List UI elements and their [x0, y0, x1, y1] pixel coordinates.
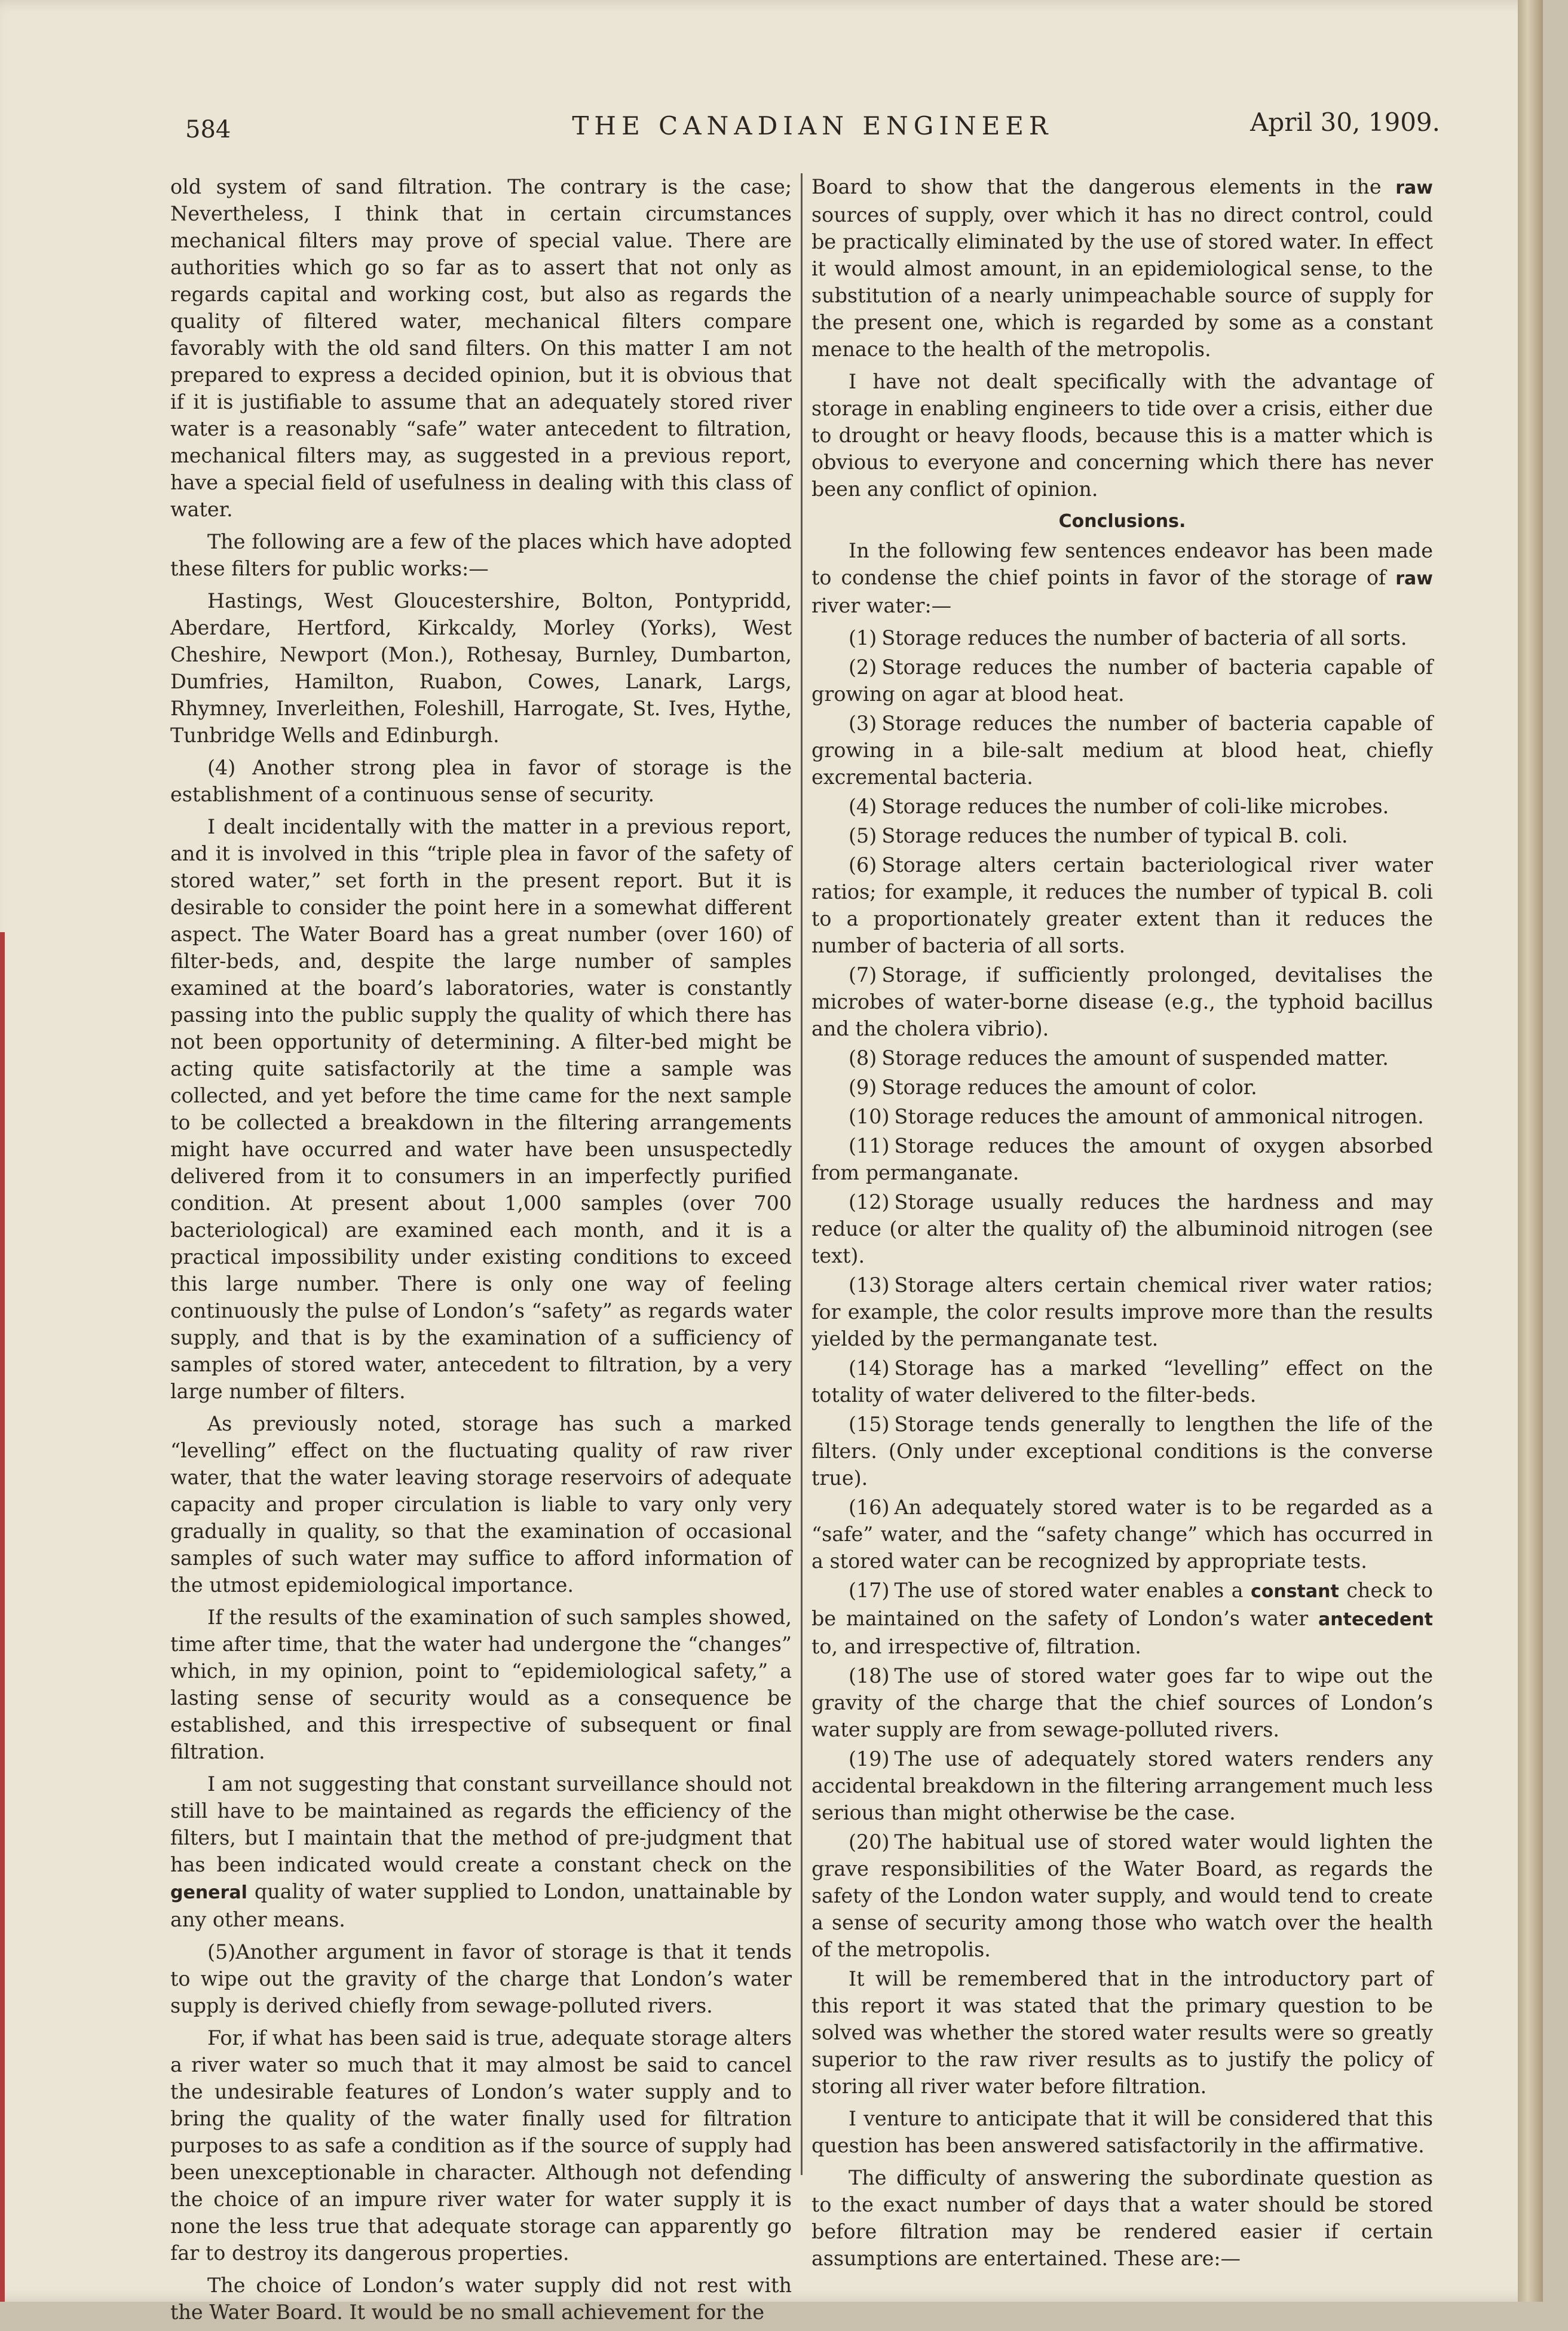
text-run: sources of supply, over which it has no direct control, could be practically eliminated by the use of stored water. In effect it would almost amount, in an epidemiological sense, to the substitution of a nearly unimpeachable source of supply for the present one, which is regarded by some as a constant menace to the health of the metropolis.: [811, 203, 1433, 361]
item-number: (16): [849, 1496, 890, 1519]
paragraph: (5)Another argument in favor of storage is that it tends to wipe out the gravity of the charge that London’s water supply is derived chiefly from sewage-polluted rivers.: [170, 1940, 792, 2017]
conclusion-item: [811, 1745, 1433, 1826]
conclusion-item: [811, 710, 1433, 791]
conclusions-list: [811, 1662, 1433, 1963]
paragraph: It will be remembered that in the introductory part of this report it was stated that the primary question to be solved was whether the stored water results were so greatly superior to the raw river results as to justify the policy of storing all river water before filtration.: [811, 1967, 1433, 2098]
text-run: The use of stored water enables a: [894, 1579, 1244, 1602]
right-column: [811, 173, 1433, 2277]
item-number: (17): [849, 1579, 890, 1602]
conclusion-item: [811, 1074, 1433, 1101]
item-text: The habitual use of stored water would lighten the grave responsibilities of the Water Board, as regards the safety of the London water supply, and would tend to create a sense of security among those who watch over the health of the metropolis.: [811, 1830, 1433, 1961]
paragraph: (4) Another strong plea in favor of storage is the establishment of a continuous sense of security.: [170, 756, 792, 806]
item-text: Storage reduces the number of bacteria capable of growing in a bile-salt medium at blood heat, chiefly excremental bacteria.: [811, 712, 1433, 789]
item-text: Storage has a marked “levelling” effect on the totality of water delivered to the filter-beds.: [811, 1356, 1433, 1407]
column-rule: [801, 173, 803, 2175]
conclusion-item: [811, 851, 1433, 959]
emphasis: raw: [1395, 177, 1433, 198]
item-number: (4): [849, 795, 877, 818]
paragraph: As previously noted, storage has such a marked “levelling” effect on the fluctuating quality of raw river water, that the water leaving storage reservoirs of adequate capacity and proper circulation is liable to vary only very gradually in quality, so that the examination of occasional samples of such water may suffice to afford information of the utmost epidemiological importance.: [170, 1412, 792, 1597]
text-run: check to be maintained on the safety of London’s water: [811, 1579, 1433, 1630]
conclusion-item: [811, 793, 1433, 820]
item-text: Storage alters certain bacteriological river water ratios; for example, it reduces the number of typical B. coli to a proportionately greater extent than it reduces the number of bacteria of all sorts.: [811, 853, 1433, 957]
page-header: [185, 108, 1440, 149]
item-number: (2): [849, 656, 877, 679]
conclusion-item: [811, 1355, 1433, 1408]
conclusion-item: [811, 1411, 1433, 1491]
item-text: Storage reduces the amount of oxygen absorbed from permanganate.: [811, 1134, 1433, 1184]
item-number: (14): [849, 1356, 890, 1380]
page-edge: [1518, 0, 1543, 2302]
journal-title: THE CANADIAN ENGINEER: [572, 111, 1054, 140]
item-text: Storage, if sufficiently prolonged, devitalises the microbes of water-borne disease (e.g., the typhoid bacillus and the cholera vibrio).: [811, 963, 1433, 1040]
conclusion-item: [811, 624, 1433, 651]
conclusion-item: [811, 1132, 1433, 1186]
item-text: Storage reduces the amount of suspended matter.: [881, 1046, 1389, 1070]
emphasis: constant: [1250, 1581, 1339, 1602]
item-text: An adequately stored water is to be regarded as a “safe” water, and the “safety change” which has occurred in a stored water can be recognized by appropriate tests.: [811, 1496, 1433, 1573]
paragraph: I have not dealt specifically with the advantage of storage in enabling engineers to tide over a crisis, either due to drought or heavy floods, because this is a matter which is obvious to everyone and concerning which there has never been any conflict of opinion.: [811, 370, 1433, 501]
text-run: river water:—: [811, 594, 952, 617]
paragraph: I dealt incidentally with the matter in a previous report, and it is involved in this “triple plea in favor of the safety of stored water,” set forth in the present report. But it is desirable to consider the point here in a somewhat different aspect. The Water Board has a great number (over 160) of filter-beds, and, despite the large number of samples examined at the board’s laboratories, water is constantly passing into the public supply the quality of which there has not been opportunity of determining. A filter-bed might be acting quite satisfactorily at the time a sample was collected, and yet before the time came for the next sample to be collected a breakdown in the filtering arrangements might have occurred and water have been unsuspectedly delivered from it to consumers in an imperfectly purified condition. At present about 1,000 samples (over 700 bacteriological) are examined each month, and it is a practical impossibility under existing conditions to exceed this large number. There is only one way of feeling continuously the pulse of London’s “safety” as regards water supply, and that is by the examination of a sufficiency of samples of stored water, antecedent to filtration, by a very large number of filters.: [170, 815, 792, 1403]
item-text: Storage reduces the number of typical B. coli.: [881, 824, 1348, 847]
paragraph: [811, 173, 1433, 363]
item-text: The use of stored water goes far to wipe out the gravity of the charge that the chief sources of London’s water supply are from sewage-polluted rivers.: [811, 1664, 1433, 1741]
conclusion-item: [811, 654, 1433, 707]
item-number: (19): [849, 1747, 890, 1771]
item-text: Storage reduces the number of bacteria capable of growing on agar at blood heat.: [811, 656, 1433, 706]
paragraph: old system of sand filtration. The contrary is the case; Nevertheless, I think that in certain circumstances mechanical filters may prove of special value. There are authorities which go so far as to assert that not only as regards capital and working cost, but also as regards the quality of filtered water, mechanical filters compare favorably with the old sand filters. On this matter I am not prepared to express a decided opinion, but it is obvious that if it is justifiable to assume that an adequately stored river water is a reasonably “safe” water antecedent to filtration, mechanical filters may, as suggested in a previous report, have a special field of usefulness in dealing with this class of water.: [170, 175, 792, 521]
paragraph: For, if what has been said is true, adequate storage alters a river water so much that it may almost be said to cancel the undesirable features of London’s water supply and to bring the quality of the water finally used for filtration purposes to as safe a condition as if the source of supply had been unexceptionable in character. Although not defending the choice of an impure river water for water supply it is none the less true that adequate storage can apparently go far to destroy its dangerous properties.: [170, 2026, 792, 2265]
conclusion-item: [811, 1828, 1433, 1963]
item-number: (8): [849, 1046, 877, 1070]
item-text: Storage reduces the number of coli-like microbes.: [881, 795, 1389, 818]
conclusion-item: [811, 961, 1433, 1042]
paragraph: The choice of London’s water supply did not rest with the Water Board. It would be no small achievement for the: [170, 2274, 792, 2324]
item-number: (10): [849, 1105, 890, 1128]
item-number: (7): [849, 963, 877, 987]
item-text: Storage reduces the amount of color.: [881, 1076, 1257, 1099]
binding-edge: [0, 932, 5, 2302]
item-number: (9): [849, 1076, 877, 1099]
item-text: Storage usually reduces the hardness and may reduce (or alter the quality of) the albuminoid nitrogen (see text).: [811, 1190, 1433, 1267]
issue-date: April 30, 1909.: [1250, 108, 1440, 137]
item-number: (20): [849, 1830, 890, 1854]
text-run: to, and irrespective of, filtration.: [811, 1635, 1141, 1658]
section-heading: Conclusions.: [1058, 511, 1186, 532]
item-text: Storage reduces the number of bacteria of all sorts.: [881, 626, 1407, 650]
text-run: I am not suggesting that constant surveillance should not still have to be maintained as regards the efficiency of the filters, but I maintain that the method of pre-judgment that has been indicated would create a constant check on the: [170, 1772, 792, 1876]
item-text: Storage reduces the amount of ammonical nitrogen.: [894, 1105, 1424, 1128]
conclusions-list: [811, 624, 1433, 1575]
conclusion-item: [811, 1189, 1433, 1269]
item-number: (18): [849, 1664, 890, 1687]
item-number: (5): [849, 824, 877, 847]
item-text: Storage alters certain chemical river water ratios; for example, the color results improve more than the results yielded by the permanganate test.: [811, 1273, 1433, 1350]
conclusion-item: [811, 822, 1433, 849]
item-number: (1): [849, 626, 877, 650]
conclusion-item: [811, 1577, 1433, 1660]
item-number: (15): [849, 1413, 890, 1436]
conclusion-item: [811, 1494, 1433, 1575]
item-text: Storage tends generally to lengthen the life of the filters. (Only under exceptional conditions is the converse true).: [811, 1413, 1433, 1490]
conclusion-item: [811, 1662, 1433, 1743]
conclusion-item: [811, 1272, 1433, 1352]
item-number: (12): [849, 1190, 890, 1214]
emphasis: antecedent: [1318, 1609, 1433, 1630]
paragraph: [170, 1771, 792, 1933]
conclusion-item: [811, 1044, 1433, 1071]
paragraph: The difficulty of answering the subordinate question as to the exact number of days that a water should be stored before filtration may be rendered easier if certain assumptions are entertained. These are:—: [811, 2166, 1433, 2270]
item-number: (13): [849, 1273, 890, 1297]
page-number: 584: [185, 116, 231, 143]
emphasis: general: [170, 1882, 247, 1903]
item-number: (3): [849, 712, 877, 735]
text-run: Board to show that the dangerous elements in the: [811, 175, 1382, 198]
conclusion-item: [811, 1103, 1433, 1130]
paragraph: If the results of the examination of such samples showed, time after time, that the water had undergone the “changes” which, in my opinion, point to “epidemiological safety,” a lasting sense of security would as a consequence be established, and this irrespective of subsequent or final filtration.: [170, 1606, 792, 1763]
text-run: quality of water supplied to London, unattainable by any other means.: [170, 1880, 792, 1931]
text-run: In the following few sentences endeavor has been made to condense the chief points in favor of the storage of: [811, 539, 1433, 589]
emphasis: raw: [1395, 568, 1433, 589]
places-list: Hastings, West Gloucestershire, Bolton, Pontypridd, Aberdare, Hertford, Kirkcaldy, Morley (Yorks), West Cheshire, Newport (Mon.), Rothesay, Burnley, Dumbarton, Dumfries, Hamilton, Ruabon, Cowes, Lanark, Largs, Rhymney, Inverleithen, Foleshill, Harrogate, St. Ives, Hythe, Tunbridge Wells and Edinburgh.: [170, 589, 792, 747]
paragraph: [811, 537, 1433, 619]
left-column: [170, 173, 792, 2331]
item-number: (11): [849, 1134, 890, 1157]
paragraph: I venture to anticipate that it will be considered that this question has been answered satisfactorily in the affirmative.: [811, 2107, 1433, 2157]
paragraph: The following are a few of the places which have adopted these filters for public works:—: [170, 530, 792, 580]
item-number: (6): [849, 853, 877, 877]
item-text: The use of adequately stored waters renders any accidental breakdown in the filtering arrangement much less serious than might otherwise be the case.: [811, 1747, 1433, 1824]
